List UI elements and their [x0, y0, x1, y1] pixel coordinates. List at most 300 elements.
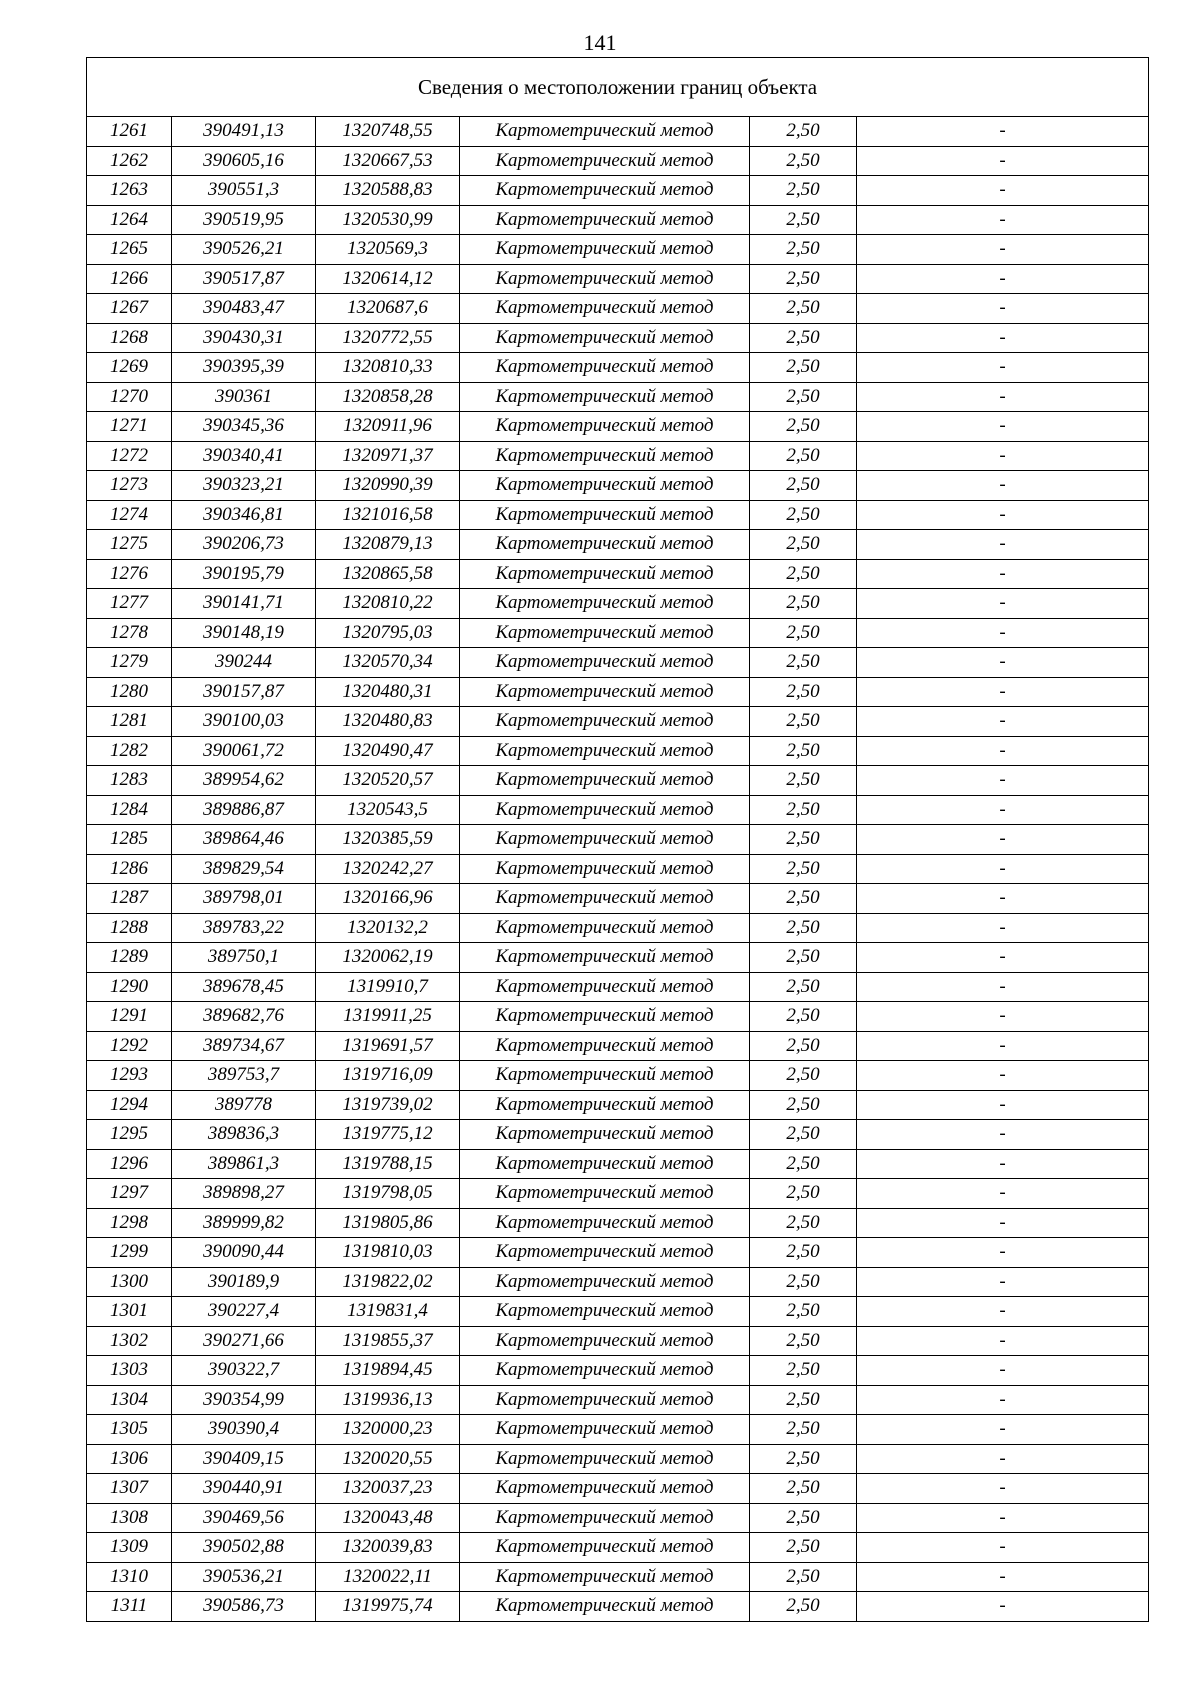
point-number-cell: 1286 [87, 854, 172, 884]
accuracy-cell: 2,50 [750, 500, 857, 530]
method-cell: Картометрический метод [460, 884, 750, 914]
method-cell: Картометрический метод [460, 707, 750, 737]
accuracy-cell: 2,50 [750, 1474, 857, 1504]
accuracy-cell: 2,50 [750, 264, 857, 294]
description-cell: - [857, 1592, 1149, 1622]
y-coordinate-cell: 1320971,37 [316, 441, 460, 471]
description-cell: - [857, 1149, 1149, 1179]
table-row [87, 1238, 1149, 1268]
point-number-cell: 1285 [87, 825, 172, 855]
table-row [87, 1208, 1149, 1238]
method-cell: Картометрический метод [460, 1503, 750, 1533]
description-cell: - [857, 766, 1149, 796]
y-coordinate-cell: 1319810,03 [316, 1238, 460, 1268]
table-header-row [87, 58, 1149, 117]
y-coordinate-cell: 1320865,58 [316, 559, 460, 589]
method-cell: Картометрический метод [460, 146, 750, 176]
accuracy-cell: 2,50 [750, 677, 857, 707]
point-number-cell: 1296 [87, 1149, 172, 1179]
table-row [87, 1562, 1149, 1592]
method-cell: Картометрический метод [460, 1297, 750, 1327]
table-row [87, 1533, 1149, 1563]
table-row [87, 1002, 1149, 1032]
y-coordinate-cell: 1320039,83 [316, 1533, 460, 1563]
table-row [87, 441, 1149, 471]
table-row [87, 589, 1149, 619]
accuracy-cell: 2,50 [750, 795, 857, 825]
description-cell: - [857, 736, 1149, 766]
description-cell: - [857, 471, 1149, 501]
accuracy-cell: 2,50 [750, 412, 857, 442]
accuracy-cell: 2,50 [750, 1179, 857, 1209]
accuracy-cell: 2,50 [750, 854, 857, 884]
table-row [87, 1090, 1149, 1120]
description-cell: - [857, 589, 1149, 619]
x-coordinate-cell: 389778 [172, 1090, 316, 1120]
description-cell: - [857, 972, 1149, 1002]
x-coordinate-cell: 389999,82 [172, 1208, 316, 1238]
accuracy-cell: 2,50 [750, 1149, 857, 1179]
point-number-cell: 1277 [87, 589, 172, 619]
method-cell: Картометрический метод [460, 412, 750, 442]
x-coordinate-cell: 390322,7 [172, 1356, 316, 1386]
table-row [87, 117, 1149, 147]
y-coordinate-cell: 1320543,5 [316, 795, 460, 825]
point-number-cell: 1272 [87, 441, 172, 471]
accuracy-cell: 2,50 [750, 471, 857, 501]
y-coordinate-cell: 1320132,2 [316, 913, 460, 943]
method-cell: Картометрический метод [460, 736, 750, 766]
description-cell: - [857, 1444, 1149, 1474]
y-coordinate-cell: 1320687,6 [316, 294, 460, 324]
point-number-cell: 1309 [87, 1533, 172, 1563]
accuracy-cell: 2,50 [750, 1238, 857, 1268]
y-coordinate-cell: 1319910,7 [316, 972, 460, 1002]
x-coordinate-cell: 390323,21 [172, 471, 316, 501]
table-row [87, 1326, 1149, 1356]
accuracy-cell: 2,50 [750, 1533, 857, 1563]
method-cell: Картометрический метод [460, 854, 750, 884]
table-row [87, 1415, 1149, 1445]
x-coordinate-cell: 389954,62 [172, 766, 316, 796]
table-row [87, 618, 1149, 648]
y-coordinate-cell: 1320242,27 [316, 854, 460, 884]
y-coordinate-cell: 1319739,02 [316, 1090, 460, 1120]
point-number-cell: 1283 [87, 766, 172, 796]
accuracy-cell: 2,50 [750, 559, 857, 589]
point-number-cell: 1291 [87, 1002, 172, 1032]
y-coordinate-cell: 1320385,59 [316, 825, 460, 855]
accuracy-cell: 2,50 [750, 1592, 857, 1622]
point-number-cell: 1300 [87, 1267, 172, 1297]
point-number-cell: 1276 [87, 559, 172, 589]
y-coordinate-cell: 1320530,99 [316, 205, 460, 235]
accuracy-cell: 2,50 [750, 146, 857, 176]
method-cell: Картометрический метод [460, 1415, 750, 1445]
y-coordinate-cell: 1320667,53 [316, 146, 460, 176]
method-cell: Картометрический метод [460, 1120, 750, 1150]
description-cell: - [857, 1533, 1149, 1563]
description-cell: - [857, 1031, 1149, 1061]
y-coordinate-cell: 1319788,15 [316, 1149, 460, 1179]
x-coordinate-cell: 390271,66 [172, 1326, 316, 1356]
y-coordinate-cell: 1320166,96 [316, 884, 460, 914]
description-cell: - [857, 264, 1149, 294]
point-number-cell: 1292 [87, 1031, 172, 1061]
x-coordinate-cell: 390440,91 [172, 1474, 316, 1504]
y-coordinate-cell: 1320772,55 [316, 323, 460, 353]
table-row [87, 353, 1149, 383]
accuracy-cell: 2,50 [750, 1356, 857, 1386]
table-row [87, 500, 1149, 530]
accuracy-cell: 2,50 [750, 1562, 857, 1592]
method-cell: Картометрический метод [460, 618, 750, 648]
x-coordinate-cell: 390502,88 [172, 1533, 316, 1563]
table-row [87, 1061, 1149, 1091]
accuracy-cell: 2,50 [750, 176, 857, 206]
description-cell: - [857, 1356, 1149, 1386]
description-cell: - [857, 1415, 1149, 1445]
method-cell: Картометрический метод [460, 264, 750, 294]
table-row [87, 766, 1149, 796]
x-coordinate-cell: 390526,21 [172, 235, 316, 265]
y-coordinate-cell: 1321016,58 [316, 500, 460, 530]
accuracy-cell: 2,50 [750, 1090, 857, 1120]
accuracy-cell: 2,50 [750, 1415, 857, 1445]
description-cell: - [857, 323, 1149, 353]
accuracy-cell: 2,50 [750, 530, 857, 560]
method-cell: Картометрический метод [460, 766, 750, 796]
y-coordinate-cell: 1320022,11 [316, 1562, 460, 1592]
method-cell: Картометрический метод [460, 1002, 750, 1032]
table-row [87, 205, 1149, 235]
accuracy-cell: 2,50 [750, 441, 857, 471]
y-coordinate-cell: 1320062,19 [316, 943, 460, 973]
x-coordinate-cell: 390061,72 [172, 736, 316, 766]
x-coordinate-cell: 389864,46 [172, 825, 316, 855]
point-number-cell: 1282 [87, 736, 172, 766]
x-coordinate-cell: 390345,36 [172, 412, 316, 442]
accuracy-cell: 2,50 [750, 766, 857, 796]
table-row [87, 146, 1149, 176]
x-coordinate-cell: 390469,56 [172, 1503, 316, 1533]
description-cell: - [857, 795, 1149, 825]
accuracy-cell: 2,50 [750, 972, 857, 1002]
method-cell: Картометрический метод [460, 323, 750, 353]
x-coordinate-cell: 390189,9 [172, 1267, 316, 1297]
point-number-cell: 1274 [87, 500, 172, 530]
x-coordinate-cell: 389886,87 [172, 795, 316, 825]
method-cell: Картометрический метод [460, 176, 750, 206]
y-coordinate-cell: 1320858,28 [316, 382, 460, 412]
y-coordinate-cell: 1319822,02 [316, 1267, 460, 1297]
x-coordinate-cell: 390586,73 [172, 1592, 316, 1622]
x-coordinate-cell: 389836,3 [172, 1120, 316, 1150]
y-coordinate-cell: 1320990,39 [316, 471, 460, 501]
description-cell: - [857, 441, 1149, 471]
x-coordinate-cell: 390195,79 [172, 559, 316, 589]
point-number-cell: 1268 [87, 323, 172, 353]
point-number-cell: 1307 [87, 1474, 172, 1504]
point-number-cell: 1262 [87, 146, 172, 176]
description-cell: - [857, 1061, 1149, 1091]
point-number-cell: 1305 [87, 1415, 172, 1445]
description-cell: - [857, 618, 1149, 648]
y-coordinate-cell: 1320520,57 [316, 766, 460, 796]
x-coordinate-cell: 390244 [172, 648, 316, 678]
method-cell: Картометрический метод [460, 1179, 750, 1209]
point-number-cell: 1278 [87, 618, 172, 648]
table-row [87, 648, 1149, 678]
accuracy-cell: 2,50 [750, 618, 857, 648]
description-cell: - [857, 1002, 1149, 1032]
accuracy-cell: 2,50 [750, 323, 857, 353]
description-cell: - [857, 1179, 1149, 1209]
x-coordinate-cell: 390148,19 [172, 618, 316, 648]
description-cell: - [857, 1385, 1149, 1415]
table-row [87, 1444, 1149, 1474]
point-number-cell: 1263 [87, 176, 172, 206]
x-coordinate-cell: 389750,1 [172, 943, 316, 973]
table-body [87, 58, 1149, 1622]
point-number-cell: 1261 [87, 117, 172, 147]
y-coordinate-cell: 1320480,31 [316, 677, 460, 707]
y-coordinate-cell: 1320810,33 [316, 353, 460, 383]
accuracy-cell: 2,50 [750, 825, 857, 855]
table-row [87, 1356, 1149, 1386]
method-cell: Картометрический метод [460, 1208, 750, 1238]
x-coordinate-cell: 389829,54 [172, 854, 316, 884]
boundary-table [86, 57, 1149, 1622]
point-number-cell: 1293 [87, 1061, 172, 1091]
accuracy-cell: 2,50 [750, 736, 857, 766]
method-cell: Картометрический метод [460, 500, 750, 530]
y-coordinate-cell: 1320037,23 [316, 1474, 460, 1504]
y-coordinate-cell: 1320614,12 [316, 264, 460, 294]
description-cell: - [857, 1297, 1149, 1327]
table-row [87, 294, 1149, 324]
method-cell: Картометрический метод [460, 471, 750, 501]
x-coordinate-cell: 389783,22 [172, 913, 316, 943]
method-cell: Картометрический метод [460, 205, 750, 235]
table-row [87, 1149, 1149, 1179]
description-cell: - [857, 943, 1149, 973]
y-coordinate-cell: 1320490,47 [316, 736, 460, 766]
y-coordinate-cell: 1320569,3 [316, 235, 460, 265]
table-row [87, 1503, 1149, 1533]
point-number-cell: 1298 [87, 1208, 172, 1238]
x-coordinate-cell: 390346,81 [172, 500, 316, 530]
point-number-cell: 1308 [87, 1503, 172, 1533]
x-coordinate-cell: 389682,76 [172, 1002, 316, 1032]
x-coordinate-cell: 390605,16 [172, 146, 316, 176]
accuracy-cell: 2,50 [750, 1503, 857, 1533]
accuracy-cell: 2,50 [750, 1444, 857, 1474]
point-number-cell: 1310 [87, 1562, 172, 1592]
x-coordinate-cell: 390354,99 [172, 1385, 316, 1415]
table-row [87, 1297, 1149, 1327]
description-cell: - [857, 677, 1149, 707]
table-row [87, 382, 1149, 412]
table-row [87, 1592, 1149, 1622]
point-number-cell: 1280 [87, 677, 172, 707]
description-cell: - [857, 1238, 1149, 1268]
method-cell: Картометрический метод [460, 1592, 750, 1622]
description-cell: - [857, 353, 1149, 383]
y-coordinate-cell: 1319775,12 [316, 1120, 460, 1150]
y-coordinate-cell: 1319691,57 [316, 1031, 460, 1061]
table-row [87, 825, 1149, 855]
accuracy-cell: 2,50 [750, 1297, 857, 1327]
table-row [87, 972, 1149, 1002]
description-cell: - [857, 559, 1149, 589]
description-cell: - [857, 913, 1149, 943]
method-cell: Картометрический метод [460, 972, 750, 1002]
method-cell: Картометрический метод [460, 589, 750, 619]
description-cell: - [857, 854, 1149, 884]
y-coordinate-cell: 1319716,09 [316, 1061, 460, 1091]
page-number: 141 [583, 30, 617, 55]
point-number-cell: 1288 [87, 913, 172, 943]
point-number-cell: 1302 [87, 1326, 172, 1356]
method-cell: Картометрический метод [460, 913, 750, 943]
x-coordinate-cell: 390100,03 [172, 707, 316, 737]
method-cell: Картометрический метод [460, 530, 750, 560]
accuracy-cell: 2,50 [750, 913, 857, 943]
accuracy-cell: 2,50 [750, 1031, 857, 1061]
accuracy-cell: 2,50 [750, 1208, 857, 1238]
description-cell: - [857, 707, 1149, 737]
description-cell: - [857, 825, 1149, 855]
y-coordinate-cell: 1319894,45 [316, 1356, 460, 1386]
table-row [87, 943, 1149, 973]
table-row [87, 854, 1149, 884]
table-row [87, 677, 1149, 707]
table-row [87, 1385, 1149, 1415]
point-number-cell: 1297 [87, 1179, 172, 1209]
x-coordinate-cell: 389798,01 [172, 884, 316, 914]
description-cell: - [857, 1474, 1149, 1504]
description-cell: - [857, 412, 1149, 442]
x-coordinate-cell: 390157,87 [172, 677, 316, 707]
method-cell: Картометрический метод [460, 1474, 750, 1504]
y-coordinate-cell: 1320000,23 [316, 1415, 460, 1445]
description-cell: - [857, 1208, 1149, 1238]
table-row [87, 471, 1149, 501]
accuracy-cell: 2,50 [750, 648, 857, 678]
x-coordinate-cell: 389861,3 [172, 1149, 316, 1179]
x-coordinate-cell: 390517,87 [172, 264, 316, 294]
y-coordinate-cell: 1320748,55 [316, 117, 460, 147]
table-row [87, 884, 1149, 914]
table-header: Сведения о местоположении границ объекта [87, 58, 1149, 117]
x-coordinate-cell: 390206,73 [172, 530, 316, 560]
description-cell: - [857, 294, 1149, 324]
description-cell: - [857, 176, 1149, 206]
description-cell: - [857, 1503, 1149, 1533]
method-cell: Картометрический метод [460, 943, 750, 973]
x-coordinate-cell: 390395,39 [172, 353, 316, 383]
y-coordinate-cell: 1319936,13 [316, 1385, 460, 1415]
point-number-cell: 1270 [87, 382, 172, 412]
x-coordinate-cell: 390430,31 [172, 323, 316, 353]
method-cell: Картометрический метод [460, 648, 750, 678]
accuracy-cell: 2,50 [750, 382, 857, 412]
x-coordinate-cell: 389678,45 [172, 972, 316, 1002]
method-cell: Картометрический метод [460, 1031, 750, 1061]
table-row [87, 707, 1149, 737]
accuracy-cell: 2,50 [750, 1385, 857, 1415]
description-cell: - [857, 530, 1149, 560]
point-number-cell: 1264 [87, 205, 172, 235]
method-cell: Картометрический метод [460, 235, 750, 265]
x-coordinate-cell: 389898,27 [172, 1179, 316, 1209]
point-number-cell: 1281 [87, 707, 172, 737]
accuracy-cell: 2,50 [750, 589, 857, 619]
table-row [87, 412, 1149, 442]
x-coordinate-cell: 390090,44 [172, 1238, 316, 1268]
method-cell: Картометрический метод [460, 1562, 750, 1592]
x-coordinate-cell: 390551,3 [172, 176, 316, 206]
accuracy-cell: 2,50 [750, 205, 857, 235]
method-cell: Картометрический метод [460, 1061, 750, 1091]
accuracy-cell: 2,50 [750, 1002, 857, 1032]
description-cell: - [857, 235, 1149, 265]
y-coordinate-cell: 1319975,74 [316, 1592, 460, 1622]
y-coordinate-cell: 1320911,96 [316, 412, 460, 442]
y-coordinate-cell: 1320480,83 [316, 707, 460, 737]
point-number-cell: 1284 [87, 795, 172, 825]
y-coordinate-cell: 1320795,03 [316, 618, 460, 648]
accuracy-cell: 2,50 [750, 1120, 857, 1150]
point-number-cell: 1299 [87, 1238, 172, 1268]
table-row [87, 736, 1149, 766]
description-cell: - [857, 648, 1149, 678]
method-cell: Картометрический метод [460, 1444, 750, 1474]
description-cell: - [857, 1090, 1149, 1120]
point-number-cell: 1287 [87, 884, 172, 914]
x-coordinate-cell: 390519,95 [172, 205, 316, 235]
table-row [87, 264, 1149, 294]
accuracy-cell: 2,50 [750, 1061, 857, 1091]
y-coordinate-cell: 1319805,86 [316, 1208, 460, 1238]
table-row [87, 235, 1149, 265]
x-coordinate-cell: 390483,47 [172, 294, 316, 324]
method-cell: Картометрический метод [460, 294, 750, 324]
table-row [87, 176, 1149, 206]
table-row [87, 1031, 1149, 1061]
table-row [87, 913, 1149, 943]
accuracy-cell: 2,50 [750, 707, 857, 737]
method-cell: Картометрический метод [460, 1326, 750, 1356]
description-cell: - [857, 1267, 1149, 1297]
point-number-cell: 1306 [87, 1444, 172, 1474]
method-cell: Картометрический метод [460, 795, 750, 825]
description-cell: - [857, 382, 1149, 412]
point-number-cell: 1266 [87, 264, 172, 294]
point-number-cell: 1304 [87, 1385, 172, 1415]
y-coordinate-cell: 1320020,55 [316, 1444, 460, 1474]
x-coordinate-cell: 390361 [172, 382, 316, 412]
table-row [87, 1474, 1149, 1504]
y-coordinate-cell: 1319831,4 [316, 1297, 460, 1327]
method-cell: Картометрический метод [460, 1090, 750, 1120]
method-cell: Картометрический метод [460, 441, 750, 471]
table-row [87, 559, 1149, 589]
x-coordinate-cell: 390141,71 [172, 589, 316, 619]
accuracy-cell: 2,50 [750, 235, 857, 265]
method-cell: Картометрический метод [460, 117, 750, 147]
